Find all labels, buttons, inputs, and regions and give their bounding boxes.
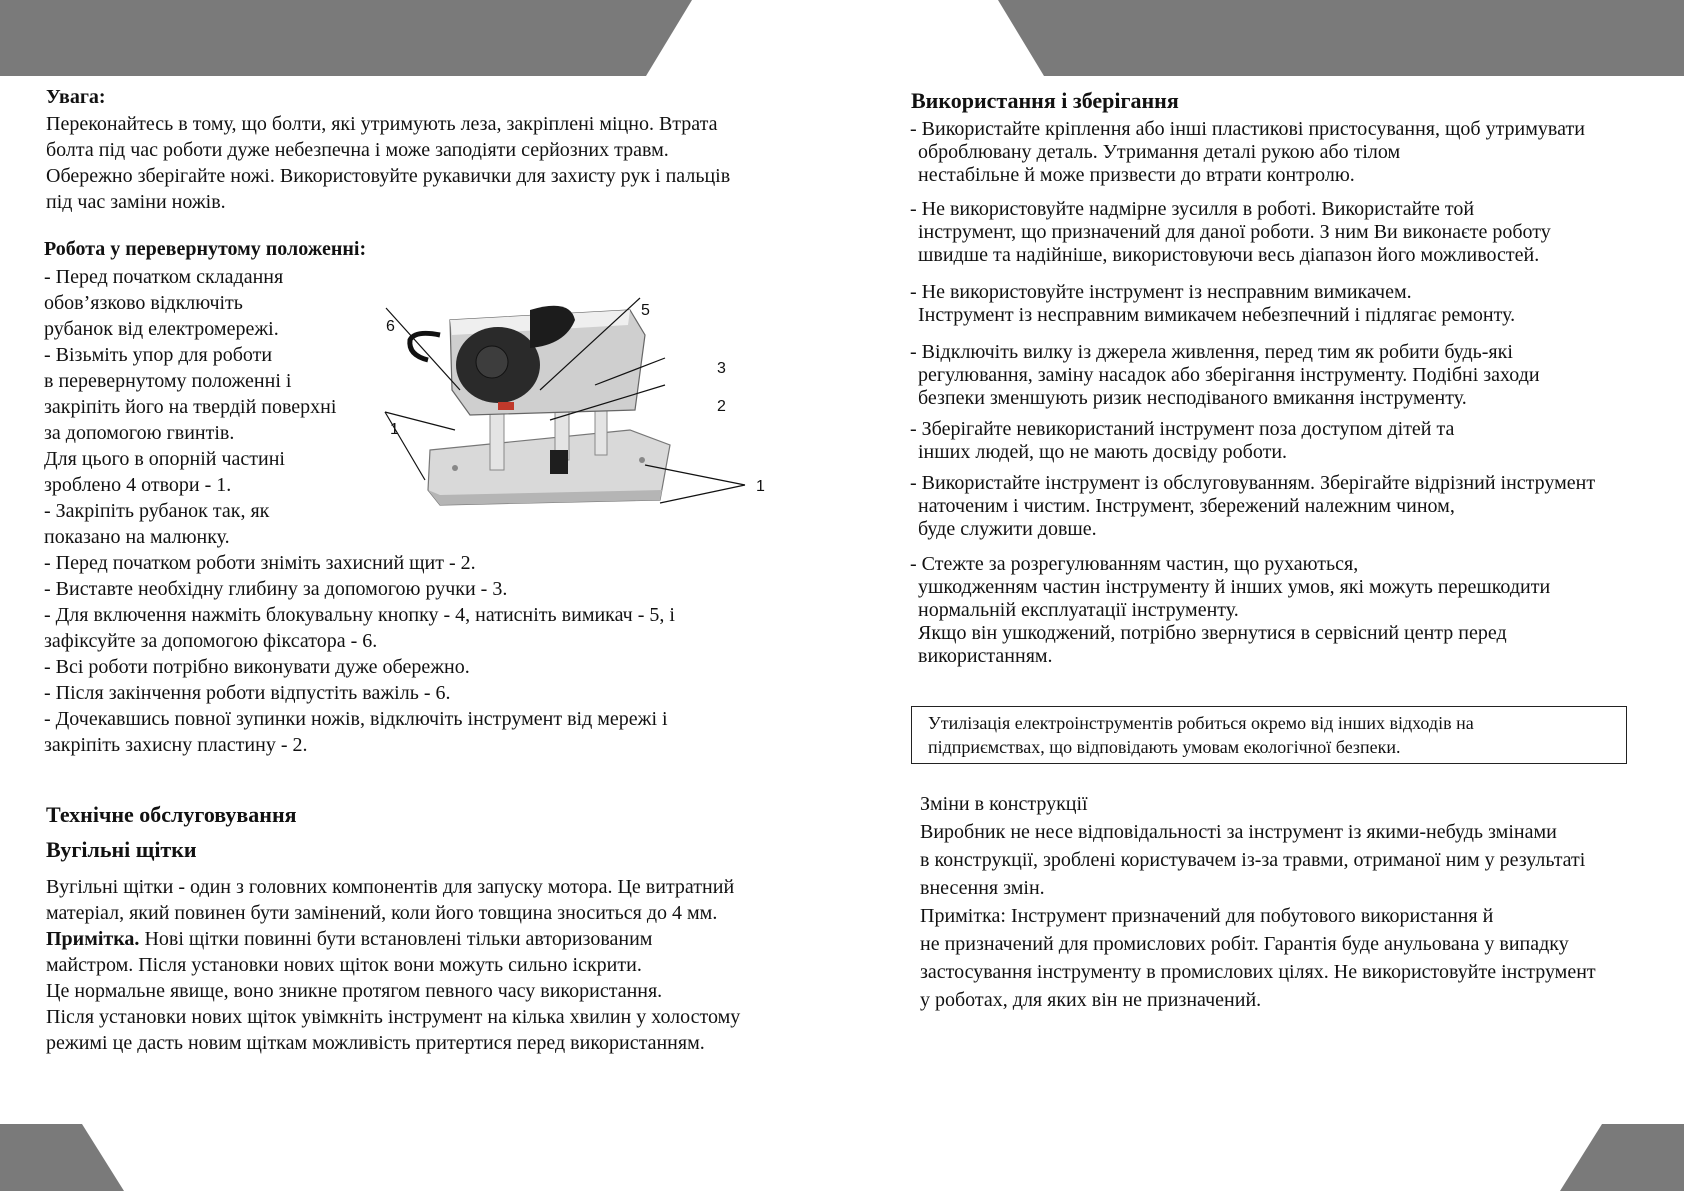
inverted-line: обов’язково відключіть [44, 292, 243, 314]
usage-item-5 [910, 418, 1454, 464]
usage-line: - Не використовуйте надмірне зусилля в роботі. Використайте той [910, 198, 1475, 220]
warning-line: болта під час роботи дуже небезпечна і може заподіяти серйозних травм. [46, 139, 669, 161]
changes-line: Виробник не несе відповідальності за інструмент із якими-небудь змінами [920, 821, 1557, 843]
brushes-text [46, 874, 740, 1056]
inverted-line: рубанок від електромережі. [44, 318, 279, 340]
warning-line: Переконайтесь в тому, що болти, які утримують леза, закріплені міцно. Втрата [46, 113, 718, 135]
maintenance-title: Технічне обслуговування [46, 802, 297, 827]
changes-line: застосування інструменту в промислових цілях. Не використовуйте інструмент [920, 961, 1596, 983]
inverted-title: Робота у перевернутому положенні: [44, 238, 367, 260]
inverted-line: Для цього в опорній частині [44, 448, 285, 470]
note-rest: Нові щітки повинні бути встановлені тільки авторизованим [139, 928, 653, 950]
inverted-line: зроблено 4 отвори - 1. [44, 474, 232, 496]
inverted-line: - Перед початком складання [44, 266, 284, 288]
usage-line: буде служити довше. [918, 518, 1097, 540]
inverted-line: - Всі роботи потрібно виконувати дуже обережно. [44, 656, 470, 678]
usage-line: - Використайте інструмент із обслуговуванням. Зберігайте відрізний інструмент [910, 472, 1596, 494]
usage-line: Інструмент із несправним вимикачем небезпечний і підлягає ремонту. [918, 304, 1516, 326]
inverted-line: - Закріпіть рубанок так, як [44, 500, 270, 522]
usage-line: інших людей, що не мають досвіду роботи. [918, 441, 1288, 463]
warning-text [46, 111, 730, 215]
note-label: Примітка. [46, 928, 140, 950]
inverted-line: за допомогою гвинтів. [44, 422, 235, 444]
brushes-line: Це нормальне явище, воно зникне протягом певного часу використання. [46, 980, 663, 1002]
inverted-line: показано на малюнку. [44, 526, 230, 548]
figure-label-6: 6 [386, 318, 395, 335]
figure-label-1-right: 1 [756, 478, 765, 495]
usage-line: Якщо він ушкоджений, потрібно звернутися в сервісний центр перед [918, 622, 1507, 644]
header-band-right [990, 0, 1684, 78]
changes-line: в конструкції, зроблені користувачем із-за травми, отриманої ним у результаті [920, 849, 1586, 871]
usage-line: наточеним і чистим. Інструмент, збережений належним чином, [918, 495, 1455, 517]
recycling-notice-box [911, 706, 1627, 764]
inverted-line: закріпіть захисну пластину - 2. [44, 734, 308, 756]
brushes-title: Вугільні щітки [46, 837, 197, 862]
brushes-line: майстром. Після установки нових щіток вони можуть сильно іскрити. [46, 954, 642, 976]
warning-line: Обережно зберігайте ножі. Використовуйте рукавички для захисту рук і пальців [46, 165, 731, 187]
usage-line: використанням. [918, 645, 1053, 667]
warning-line: під час заміни ножів. [46, 191, 226, 213]
recycle-line: підприємствах, що відповідають умовам екологічної безпеки. [928, 737, 1401, 757]
header-band-left [0, 0, 700, 78]
usage-title: Використання і зберігання [911, 88, 1179, 113]
changes-line: не призначений для промислових робіт. Гарантія буде анульована у випадку [920, 933, 1569, 955]
figure-label-2: 2 [717, 398, 726, 415]
usage-line: ушкодженням частин інструменту й інших умов, які можуть перешкодити [918, 576, 1551, 598]
brushes-line: матеріал, який повинен бути замінений, коли його товщина зноситься до 4 мм. [46, 902, 718, 924]
inverted-line: - Дочекавшись повної зупинки ножів, відключіть інструмент від мережі і [44, 708, 668, 730]
footer-band-left [0, 1124, 130, 1191]
usage-item-4 [910, 341, 1540, 410]
usage-line: - Не використовуйте інструмент із несправним вимикачем. [910, 281, 1412, 303]
warning-title: Увага: [46, 86, 106, 108]
usage-line: - Стежте за розрегулюванням частин, що рухаються, [910, 553, 1359, 575]
usage-line: безпеки зменшують ризик несподіваного вмикання інструменту. [918, 387, 1467, 409]
usage-line: нестабільне й може призвести до втрати контролю. [918, 164, 1355, 186]
usage-line: регулювання, заміну насадок або зберігання інструменту. Подібні заходи [918, 364, 1540, 386]
usage-line: інструмент, що призначений для даної роботи. З ним Ви виконаєте роботу [918, 221, 1551, 243]
figure-label-3: 3 [717, 360, 726, 377]
changes-line: внесення змін. [920, 877, 1045, 899]
usage-item-3 [910, 281, 1515, 327]
inverted-line: закріпіть його на твердій поверхні [44, 396, 337, 418]
usage-item-6 [910, 472, 1595, 541]
inverted-line: зафіксуйте за допомогою фіксатора - 6. [44, 630, 378, 652]
changes-line: Примітка: Інструмент призначений для побутового використання й [920, 905, 1494, 927]
figure-label-5: 5 [641, 302, 650, 319]
inverted-line: - Для включення нажміть блокувальну кнопку - 4, натисніть вимикач - 5, і [44, 604, 675, 626]
usage-item-7 [910, 553, 1550, 668]
changes-line: у роботах, для яких він не призначений. [920, 989, 1262, 1011]
inverted-line: - Після закінчення роботи відпустіть важіль - 6. [44, 682, 451, 704]
brushes-note-line [46, 926, 740, 952]
brushes-line: режимі це дасть новим щіткам можливість притертися перед використанням. [46, 1032, 705, 1054]
inverted-line: - Виставте необхідну глибину за допомогою ручки - 3. [44, 578, 508, 600]
brushes-line: Після установки нових щіток увімкніть інструмент на кілька хвилин у холостому [46, 1006, 741, 1028]
recycling-notice [928, 711, 1474, 759]
usage-line: оброблювану деталь. Утримання деталі рукою або тілом [918, 141, 1401, 163]
inverted-line: - Перед початком роботи зніміть захисний щит - 2. [44, 552, 476, 574]
figure-label-1-left: 1 [390, 421, 399, 438]
inverted-line: - Візьміть упор для роботи [44, 344, 273, 366]
usage-line: нормальній експлуатації інструменту. [918, 599, 1239, 621]
footer-band-right [1556, 1124, 1684, 1191]
usage-line: - Зберігайте невикористаний інструмент поза доступом дітей та [910, 418, 1455, 440]
inverted-line: в перевернутому положенні і [44, 370, 292, 392]
usage-item-2 [910, 198, 1551, 267]
usage-line: швидше та надійніше, використовуючи весь діапазон його можливостей. [918, 244, 1540, 266]
brushes-line: Вугільні щітки - один з головних компонентів для запуску мотора. Це витратний [46, 876, 735, 898]
recycle-line: Утилізація електроінструментів робиться окремо від інших відходів на [928, 713, 1474, 733]
usage-item-1 [910, 118, 1585, 187]
changes-text [920, 790, 1596, 1014]
usage-line: - Відключіть вилку із джерела живлення, перед тим як робити будь-які [910, 341, 1513, 363]
changes-line: Зміни в конструкції [920, 793, 1088, 815]
usage-line: - Використайте кріплення або інші пластикові пристосування, щоб утримувати [910, 118, 1585, 140]
